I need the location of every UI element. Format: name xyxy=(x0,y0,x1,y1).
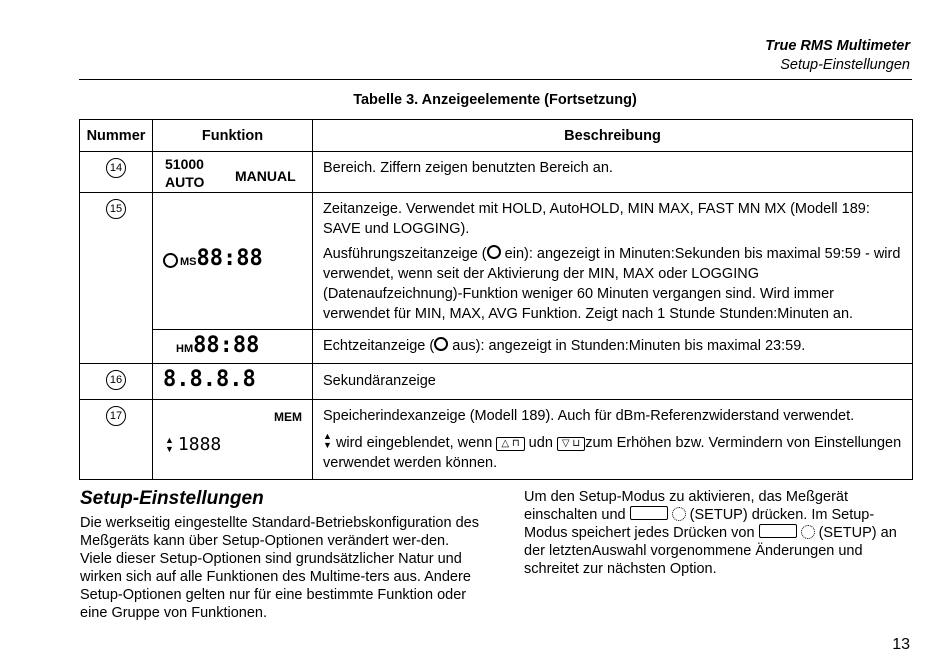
timer-icon xyxy=(163,253,178,268)
memory-index-digits: 1888 xyxy=(177,434,222,455)
up-key-icon: △ ⊓ xyxy=(496,437,524,451)
setup-gear-icon xyxy=(801,525,815,539)
running-header-subtitle: Setup-Einstellungen xyxy=(780,57,910,73)
up-down-arrows-icon: ▲ ▼ xyxy=(323,431,332,450)
description-cell: Sekundäranzeige xyxy=(313,364,913,400)
header-funktion: Funktion xyxy=(153,120,313,152)
section-paragraph-right: Um den Setup-Modus zu aktivieren, das Meßgerät einschalten und (SETUP) drücken. Im Setup-Modus speichert jedes Drücken von (SETUP) an der letztenAuswahl vorgenommene Änderungen und schreitet zur nächsten Option. xyxy=(524,489,897,577)
time-digits: 88:88 xyxy=(196,246,263,271)
circled-number: 16 xyxy=(106,370,126,390)
hm-label: HM xyxy=(176,343,194,355)
down-key-icon: ▽ ⊔ xyxy=(557,437,585,451)
description-line: Ausführungszeitanzeige ( ein): angezeigt in Minuten:Sekunden bis maximal 59:59 - wird verwendet, wenn seit der Aktivierung der MIN, MAX oder LOGGING (Datenaufzeichnung)-Funktion weniger 60 Minuten vergangen sind. Wird immer verwendet für MIN, MAX, AVG Funktion. Zeigt nach 1 Stunde Stunden:Minuten an. xyxy=(323,246,901,322)
header-beschreibung: Beschreibung xyxy=(313,120,913,152)
header-nummer: Nummer xyxy=(80,120,153,152)
display-elements-table xyxy=(79,119,913,480)
function-cell xyxy=(153,364,313,400)
circled-number: 17 xyxy=(106,406,126,426)
table-row xyxy=(80,330,913,364)
row-number xyxy=(80,400,153,480)
description-line: Zeitanzeige. Verwendet mit HOLD, AutoHOLD, MIN MAX, FAST MN MX (Modell 189: SAVE und LOGGING). xyxy=(323,201,870,237)
manual-label: MANUAL xyxy=(235,168,296,184)
mem-label: MEM xyxy=(274,410,302,424)
circled-number: 14 xyxy=(106,158,126,178)
row-number xyxy=(80,330,153,364)
table-row xyxy=(80,364,913,400)
section-paragraph-left: Die werkseitig eingestellte Standard-Betriebskonfiguration des Meßgeräts kann über Setup-Optionen verändert wer-den. Viele dieser Setup-Optionen sind grundsätzlicher Natur und wirken sich auf alle Funktionen des Multime-ters aus. Andere Setup-Optionen gelten nur für eine bestimmte Funktion oder eine Gruppe von Funktionen. xyxy=(80,515,479,621)
timer-icon xyxy=(487,245,501,259)
table-row xyxy=(80,152,913,193)
section-heading: Setup-Einstellungen xyxy=(80,488,264,509)
blank-key-icon xyxy=(759,524,797,538)
secondary-digits: 8.8.8.8 xyxy=(163,367,256,392)
description-cell xyxy=(313,193,913,330)
range-digits: 51000 xyxy=(165,156,204,172)
function-cell xyxy=(153,330,313,364)
running-header-title: True RMS Multimeter xyxy=(765,38,910,54)
time-digits: 88:88 xyxy=(193,333,260,358)
description-line: ▲ ▼ wird eingeblendet, wenn △ ⊓ udn ▽ ⊔ zum Erhöhen bzw. Vermindern von Einstellungen verwendet werden können. xyxy=(323,431,902,471)
description-cell xyxy=(313,400,913,480)
table-row xyxy=(80,400,913,480)
function-cell xyxy=(153,400,313,480)
auto-label: AUTO xyxy=(165,174,205,190)
circled-number: 15 xyxy=(106,199,126,219)
description-cell: Echtzeitanzeige ( aus): angezeigt in Stunden:Minuten bis maximal 23:59. xyxy=(313,330,913,364)
row-number xyxy=(80,364,153,400)
header-rule xyxy=(79,79,912,80)
ms-label: MS xyxy=(180,256,197,268)
blank-key-icon xyxy=(630,506,668,520)
table-header-row xyxy=(80,120,913,152)
description-line: Speicherindexanzeige (Modell 189). Auch für dBm-Referenzwiderstand verwendet. xyxy=(323,408,855,424)
function-cell xyxy=(153,193,313,330)
timer-icon xyxy=(434,337,448,351)
description-cell: Bereich. Ziffern zeigen benutzten Bereich an. xyxy=(313,152,913,193)
function-cell xyxy=(153,152,313,193)
table-caption: Tabelle 3. Anzeigeelemente (Fortsetzung) xyxy=(353,92,637,108)
page-number: 13 xyxy=(892,636,910,653)
up-down-arrows-icon: ▲ ▼ xyxy=(165,434,174,454)
row-number xyxy=(80,193,153,330)
setup-gear-icon xyxy=(672,507,686,521)
row-number xyxy=(80,152,153,193)
table-row xyxy=(80,193,913,330)
